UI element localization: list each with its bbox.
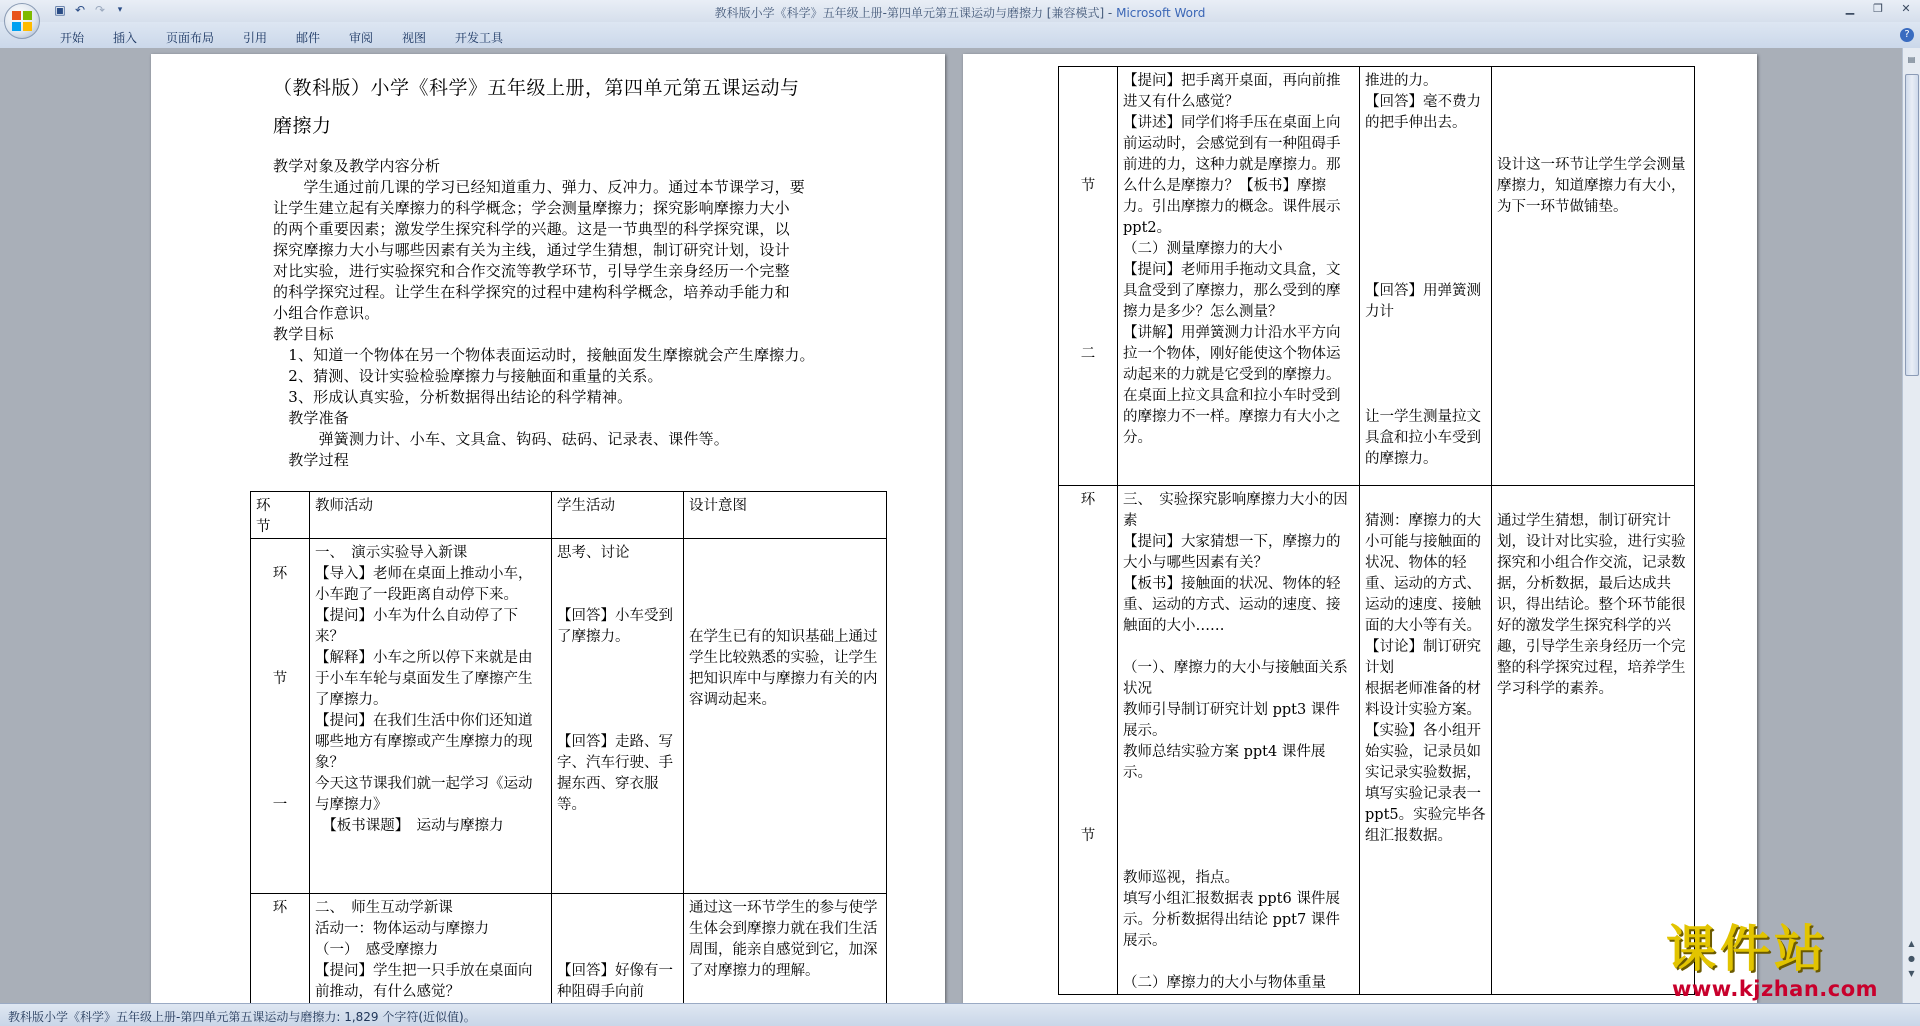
body-line: 对比实验，进行实验探究和合作交流等教学环节，引导学生亲身经历一个完整: [273, 262, 790, 280]
teacher-cell: 二、 师生互动学新课 活动一：物体运动与摩擦力 （一） 感受摩擦力 【提问】学生把一只手放在桌面向前推动，有什么感觉？: [310, 894, 552, 1004]
teacher-cell: 一、 演示实验导入新课 【导入】老师在桌面上推动小车，小车跑了一段距离自动停下来。 【提问】小车为什么自动停了下来？ 【解释】小车之所以停下来就是由于小车车轮与桌面发生了摩擦产生了摩擦力。 【提问】在我们生活中你们还知道哪些地方有摩擦或产生摩擦力的现象？ 今天这节课我们就一起学习《运动与摩擦力》 【板书课题】 运动与摩擦力: [310, 539, 552, 894]
stage-cell: 节 二: [1059, 67, 1118, 486]
section-heading-process: 教学过程: [273, 451, 350, 469]
body-line: 学生通过前几课的学习已经知道重力、弹力、反冲力。通过本节课学习，要: [273, 178, 806, 196]
redo-icon[interactable]: ↷: [94, 3, 106, 17]
lesson-table-left: [250, 491, 887, 1003]
close-icon[interactable]: ✕: [1901, 2, 1911, 15]
doc-title-line-2: 磨擦力: [273, 115, 332, 137]
body-line: 小组合作意识。: [273, 304, 380, 322]
watermark-text: 课件站: [1666, 920, 1828, 978]
tab-view[interactable]: 视图: [402, 31, 427, 45]
header-student: 学生活动: [552, 492, 684, 539]
browse-object-icon[interactable]: ●: [1908, 954, 1915, 963]
ribbon-tabs: [0, 22, 1920, 49]
student-cell: 【回答】好像有一种阻碍手向前: [552, 894, 684, 1004]
minimize-icon[interactable]: ▁: [1845, 2, 1855, 15]
teacher-cell: 三、 实验探究影响摩擦力大小的因素 【提问】大家猜想一下，摩擦力的大小与哪些因素有关？ 【板书】接触面的状况、物体的轻重、运动的方式、运动的速度、接触面的大小…… （一）、摩擦力的大小与接触面关系状况 教师引导制订研究计划 ppt3 课件展示。 教师总结实验方案 ppt4 课件展示。 教师巡视，指点。 填写小组汇报数据表 ppt6 课件展示。分析数据得出结论 ppt7 课件展示。 （二）摩擦力的大小与物体重量: [1118, 486, 1360, 995]
teacher-cell: 【提问】把手离开桌面，再向前推进又有什么感觉？ 【讲述】同学们将手压在桌面上向前运动时，会感觉到有一种阻碍手前进的力，这种力就是摩擦力。那么什么是摩擦力？【板书】摩擦力。引出摩擦力的概念。课件展示 ppt2。 （二）测量摩擦力的大小 【提问】老师用手拖动文具盒，文具盒受到了摩擦力，那么受到的摩擦力是多少？怎么测量？ 【讲解】用弹簧测力计沿水平方向拉一个物体，刚好能使这个物体运动起来的力就是它受到的摩擦力。 在桌面上拉文具盒和拉小车时受到的摩擦力不一样。摩擦力有大小之分。: [1118, 67, 1360, 486]
help-icon[interactable]: ?: [1900, 28, 1914, 42]
window-title-doc: 教科版小学《科学》五年级上册-第四单元第五课运动与磨擦力 [兼容模式] -: [714, 6, 1117, 20]
goal-item: 1、知道一个物体在另一个物体表面运动时，接触面发生摩擦就会产生摩擦力。: [273, 346, 815, 364]
title-bar: [0, 0, 1920, 22]
document-page-left[interactable]: [151, 54, 945, 1003]
undo-icon[interactable]: ↶: [74, 3, 86, 17]
table-row: [251, 539, 887, 894]
watermark-url: www.kjzhan.com: [1672, 977, 1879, 1001]
student-cell: 猜测：摩擦力的大小可能与接触面的状况、物体的轻重、运动的方式、运动的速度、接触面的大小等有关。 【讨论】制订研究计划 根据老师准备的材料设计实验方案。 【实验】各小组开始实验，记录员如实记录实验数据，填写实验记录表一 ppt5。实验完毕各组汇报数据。: [1360, 486, 1492, 995]
body-line: 的科学探究过程。让学生在科学探究的过程中建构科学概念，培养动手能力和: [273, 283, 790, 301]
tab-insert[interactable]: 插入: [113, 31, 138, 45]
student-cell: 思考、讨论 【回答】小车受到了摩擦力。 【回答】走路、写字、汽车行驶、手握东西、穿衣服等。: [552, 539, 684, 894]
body-line: 的两个重要因素；激发学生探究科学的兴趣。这是一节典型的科学探究课，以: [273, 220, 790, 238]
tab-references[interactable]: 引用: [243, 31, 268, 45]
body-line: 让学生建立起有关摩擦力的科学概念；学会测量摩擦力；探究影响摩擦力大小: [273, 199, 790, 217]
header-teacher: 教师活动: [310, 492, 552, 539]
student-cell: 推进的力。 【回答】毫不费力的把手伸出去。 【回答】用弹簧测力计 让一学生测量拉文具盒和拉小车受到的摩擦力。: [1360, 67, 1492, 486]
ruler-toggle-icon[interactable]: ▤: [1907, 55, 1916, 64]
window-title: [0, 4, 1920, 21]
table-row: [251, 894, 887, 1004]
table-header-row: [251, 492, 887, 539]
goal-item: 2、猜测、设计实验检验摩擦力与接触面和重量的关系。: [273, 367, 663, 385]
tab-page-layout[interactable]: 页面布局: [166, 31, 215, 45]
table-row: [1059, 67, 1695, 486]
office-logo-icon: [12, 11, 32, 31]
intent-cell: 通过学生猜想，制订研究计划，设计对比实验，进行实验探究和小组合作交流，记录数据，分析数据，最后达成共识，得出结论。整个环节能很好的激发学生探究科学的兴趣，引导学生亲身经历一个完整的科学探究过程，培养学生学习科学的素养。: [1492, 486, 1695, 995]
window-controls: [1836, 0, 1920, 20]
tab-home[interactable]: 开始: [60, 31, 85, 45]
office-button[interactable]: [4, 3, 40, 39]
header-stage: 环 节: [251, 492, 310, 539]
body-line: 探究摩擦力大小与哪些因素有关为主线，通过学生猜想，制订研究计划，设计: [273, 241, 790, 259]
status-text: 教科版小学《科学》五年级上册-第四单元第五课运动与磨擦力: 1,829 个字符(近似值)。: [8, 1010, 476, 1024]
section-heading-goals: 教学目标: [273, 325, 334, 343]
section-heading-preparation: 教学准备: [273, 409, 350, 427]
preparation-items: 弹簧测力计、小车、文具盒、钩码、砝码、记录表、课件等。: [273, 430, 730, 448]
stage-cell: 环: [251, 894, 310, 1004]
scroll-down-icon[interactable]: ▼: [1908, 969, 1915, 978]
watermark-logo: [1666, 921, 1916, 1001]
document-page-right[interactable]: [963, 54, 1757, 1003]
doc-title-line-1: （教科版）小学《科学》五年级上册，第四单元第五课运动与: [273, 77, 800, 99]
lesson-table-right: [1058, 66, 1695, 995]
status-bar: [0, 1003, 1920, 1026]
window-title-app: Microsoft Word: [1116, 6, 1206, 20]
document-workspace: [0, 48, 1920, 1003]
header-intent: 设计意图: [684, 492, 887, 539]
save-icon[interactable]: ▣: [54, 3, 66, 17]
restore-icon[interactable]: ❐: [1873, 2, 1883, 15]
stage-cell: 环 节 一: [251, 539, 310, 894]
customize-toolbar-icon[interactable]: ▾: [117, 5, 123, 15]
scroll-up-icon[interactable]: ▲: [1908, 939, 1915, 948]
section-heading-analysis: 教学对象及教学内容分析: [273, 157, 441, 175]
intent-cell: 在学生已有的知识基础上通过学生比较熟悉的实验，让学生把知识库中与摩擦力有关的内容调动起来。: [684, 539, 887, 894]
vertical-scrollbar[interactable]: [1902, 48, 1920, 1003]
stage-cell: 环 节: [1059, 486, 1118, 995]
tab-developer[interactable]: 开发工具: [455, 31, 504, 45]
tab-review[interactable]: 审阅: [349, 31, 374, 45]
tab-mailings[interactable]: 邮件: [296, 31, 321, 45]
goal-item: 3、形成认真实验，分析数据得出结论的科学精神。: [273, 388, 633, 406]
intent-cell: 通过这一环节学生的参与使学生体会到摩擦力就在我们生活周围，能亲自感觉到它，加深了对摩擦力的理解。: [684, 894, 887, 1004]
intent-cell: 设计这一环节让学生学会测量摩擦力，知道摩擦力有大小，为下一环节做铺垫。: [1492, 67, 1695, 486]
scrollbar-thumb[interactable]: [1905, 74, 1919, 376]
table-row: [1059, 486, 1695, 995]
